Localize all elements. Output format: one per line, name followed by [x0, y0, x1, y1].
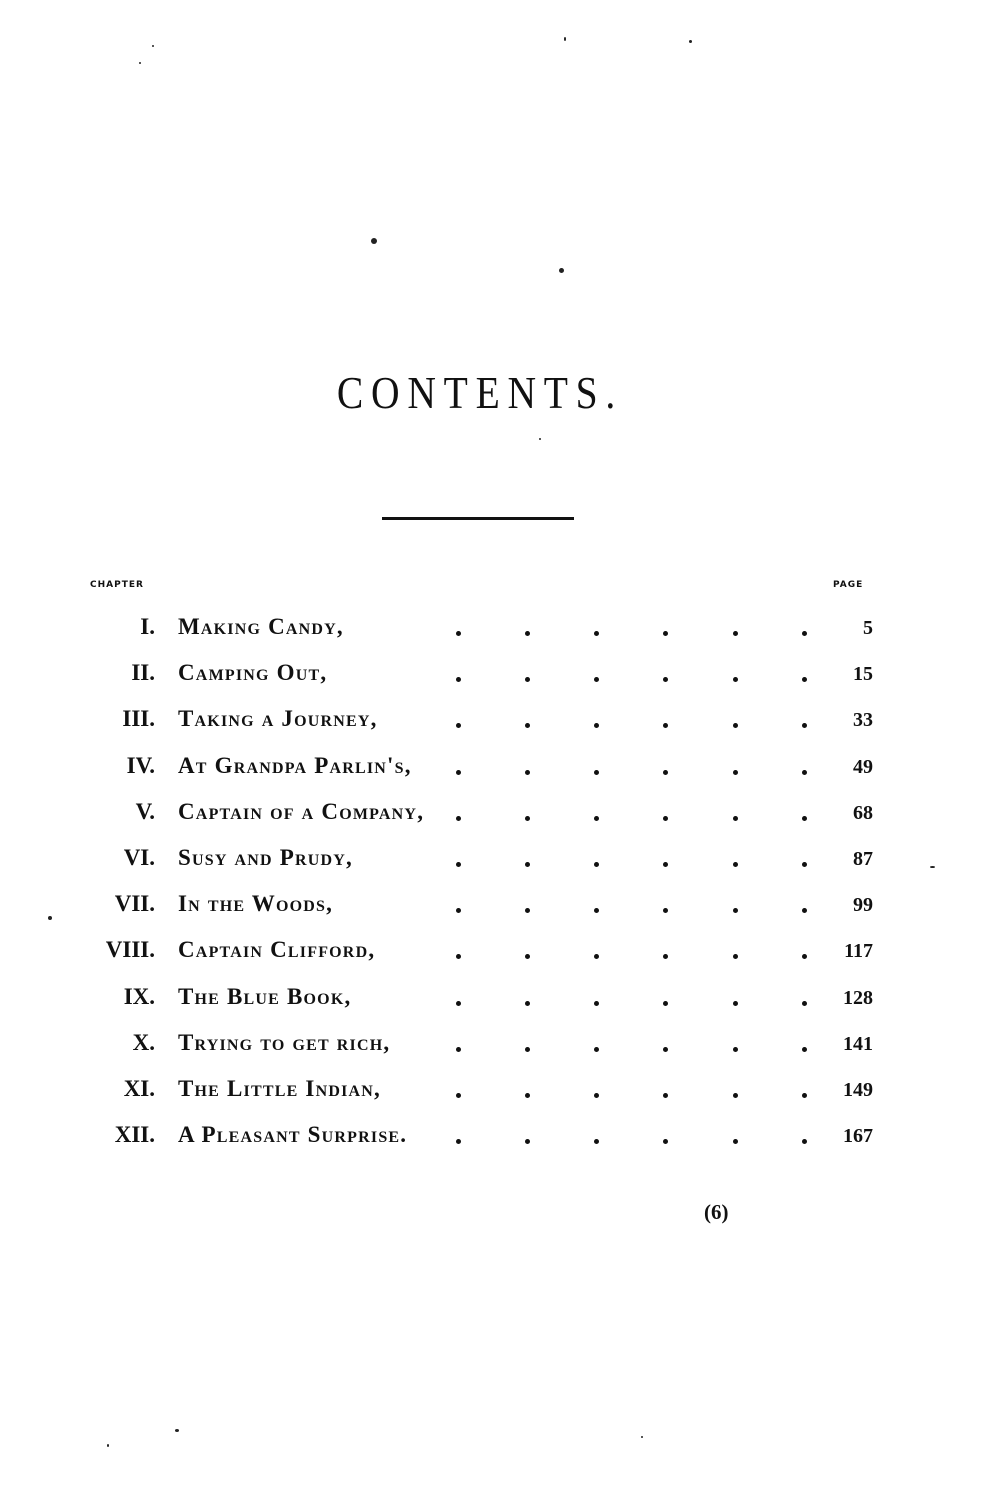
dot-leader: [525, 677, 530, 682]
dot-leader: [733, 908, 738, 913]
dot-leader: [456, 677, 461, 682]
chapter-numeral: III.: [122, 706, 155, 732]
chapter-title: Making Candy,: [178, 614, 344, 639]
dot-leader: [525, 954, 530, 959]
dot-leader: [594, 908, 599, 913]
dot-leader: [733, 816, 738, 821]
dot-leader: [663, 1001, 668, 1006]
chapter-title: A Pleasant Surprise.: [178, 1122, 408, 1148]
dot-leader: [525, 723, 530, 728]
chapter-page-number: 15: [853, 663, 873, 686]
chapter-page-number: 49: [853, 755, 873, 778]
contents-entry: [0, 789, 995, 835]
dot-leader: [663, 1093, 668, 1098]
title-rule: [382, 517, 574, 520]
chapter-numeral: XI.: [123, 1075, 155, 1101]
dot-leader: [456, 770, 461, 775]
dot-leader: [525, 1001, 530, 1006]
chapter-title: The Blue Book,: [178, 983, 352, 1009]
chapter-numeral: VI.: [123, 844, 155, 870]
dot-leader: [802, 1001, 807, 1006]
chapter-page-number: 167: [843, 1125, 873, 1148]
dot-leader: [525, 816, 530, 821]
scan-speck: [689, 40, 692, 43]
dot-leader: [663, 723, 668, 728]
dot-leader: [525, 1139, 530, 1144]
chapter-title: Trying to get rich,: [178, 1029, 391, 1055]
contents-entry: [0, 604, 995, 650]
dot-leader: [802, 631, 807, 636]
chapter-numeral: II.: [131, 660, 155, 686]
dot-leader: [802, 677, 807, 682]
scan-speck: [139, 62, 141, 64]
chapter-page-number: 117: [844, 940, 873, 963]
chapter-numeral: X.: [132, 1029, 155, 1055]
contents-entry: [0, 1112, 995, 1158]
scan-speck: [559, 268, 564, 273]
chapter-title: The Little Indian,: [178, 1075, 381, 1101]
chapter-title: Susy and Prudy,: [178, 844, 353, 870]
contents-list: [0, 604, 995, 1158]
chapter-numeral: IX.: [123, 983, 155, 1009]
chapter-page-number: 68: [853, 801, 873, 824]
contents-entry: [0, 881, 995, 927]
dot-leader: [525, 770, 530, 775]
dot-leader: [525, 908, 530, 913]
dot-leader: [456, 816, 461, 821]
chapter-numeral: XII.: [114, 1122, 155, 1148]
scan-speck: [641, 1436, 643, 1438]
chapter-numeral: V.: [135, 798, 155, 824]
dot-leader: [733, 954, 738, 959]
chapter-page-number: 128: [843, 986, 873, 1009]
contents-entry: [0, 1020, 995, 1066]
dot-leader: [802, 723, 807, 728]
chapter-page-number: 149: [843, 1078, 873, 1101]
dot-leader: [594, 677, 599, 682]
dot-leader: [456, 954, 461, 959]
dot-leader: [525, 1047, 530, 1052]
dot-leader: [733, 1001, 738, 1006]
dot-leader: [594, 1093, 599, 1098]
dot-leader: [802, 1093, 807, 1098]
chapter-title: In the Woods,: [178, 891, 334, 917]
contents-entry: [0, 974, 995, 1020]
dot-leader: [456, 1001, 461, 1006]
dot-leader: [663, 770, 668, 775]
scan-speck: [539, 438, 541, 440]
page-column-label: PAGE: [833, 580, 864, 590]
dot-leader: [802, 1139, 807, 1144]
dot-leader: [594, 1139, 599, 1144]
contents-entry: [0, 1066, 995, 1112]
dot-leader: [663, 677, 668, 682]
contents-entry: [0, 835, 995, 881]
dot-leader: [525, 631, 530, 636]
scan-speck: [564, 37, 566, 41]
scan-speck: [175, 1429, 179, 1432]
contents-entry: [0, 743, 995, 789]
dot-leader: [733, 723, 738, 728]
chapter-numeral: I.: [140, 614, 155, 639]
contents-entry: [0, 696, 995, 742]
contents-title: CONTENTS.: [336, 367, 624, 418]
chapter-numeral: VII.: [114, 891, 155, 917]
dot-leader: [594, 862, 599, 867]
dot-leader: [456, 723, 461, 728]
dot-leader: [733, 862, 738, 867]
dot-leader: [594, 1001, 599, 1006]
chapter-title: Captain Clifford,: [178, 937, 376, 963]
dot-leader: [802, 816, 807, 821]
dot-leader: [663, 1047, 668, 1052]
dot-leader: [525, 862, 530, 867]
contents-entry: [0, 650, 995, 696]
chapter-page-number: 33: [853, 709, 873, 732]
chapter-page-number: 5: [863, 617, 873, 639]
dot-leader: [456, 862, 461, 867]
dot-leader: [594, 816, 599, 821]
dot-leader: [663, 908, 668, 913]
dot-leader: [525, 1093, 530, 1098]
chapter-title: At Grandpa Parlin's,: [178, 752, 412, 778]
dot-leader: [733, 1093, 738, 1098]
page-number: (6): [704, 1200, 729, 1224]
dot-leader: [663, 631, 668, 636]
dot-leader: [594, 954, 599, 959]
dot-leader: [802, 862, 807, 867]
chapter-column-label: CHAPTER: [90, 580, 144, 590]
dot-leader: [594, 631, 599, 636]
contents-entry: [0, 927, 995, 973]
dot-leader: [663, 816, 668, 821]
scan-speck: [107, 1444, 109, 1447]
dot-leader: [663, 862, 668, 867]
dot-leader: [456, 631, 461, 636]
chapter-page-number: 141: [843, 1032, 873, 1055]
chapter-page-number: 99: [853, 894, 873, 917]
dot-leader: [802, 1047, 807, 1052]
chapter-title: Taking a Journey,: [178, 706, 378, 732]
dot-leader: [456, 1047, 461, 1052]
chapter-title: Camping Out,: [178, 660, 328, 686]
dot-leader: [594, 1047, 599, 1052]
chapter-numeral: IV.: [126, 752, 155, 778]
dot-leader: [594, 723, 599, 728]
dot-leader: [456, 1139, 461, 1144]
dot-leader: [733, 1139, 738, 1144]
dot-leader: [733, 677, 738, 682]
dot-leader: [802, 770, 807, 775]
chapter-page-number: 87: [853, 847, 873, 870]
chapter-title: Captain of a Company,: [178, 798, 425, 824]
dot-leader: [594, 770, 599, 775]
chapter-numeral: VIII.: [105, 937, 155, 963]
dot-leader: [456, 1093, 461, 1098]
dot-leader: [733, 1047, 738, 1052]
dot-leader: [733, 770, 738, 775]
dot-leader: [663, 954, 668, 959]
dot-leader: [802, 954, 807, 959]
dot-leader: [733, 631, 738, 636]
scan-speck: [152, 45, 154, 47]
dot-leader: [802, 908, 807, 913]
dot-leader: [456, 908, 461, 913]
dot-leader: [663, 1139, 668, 1144]
scan-speck: [371, 238, 377, 244]
